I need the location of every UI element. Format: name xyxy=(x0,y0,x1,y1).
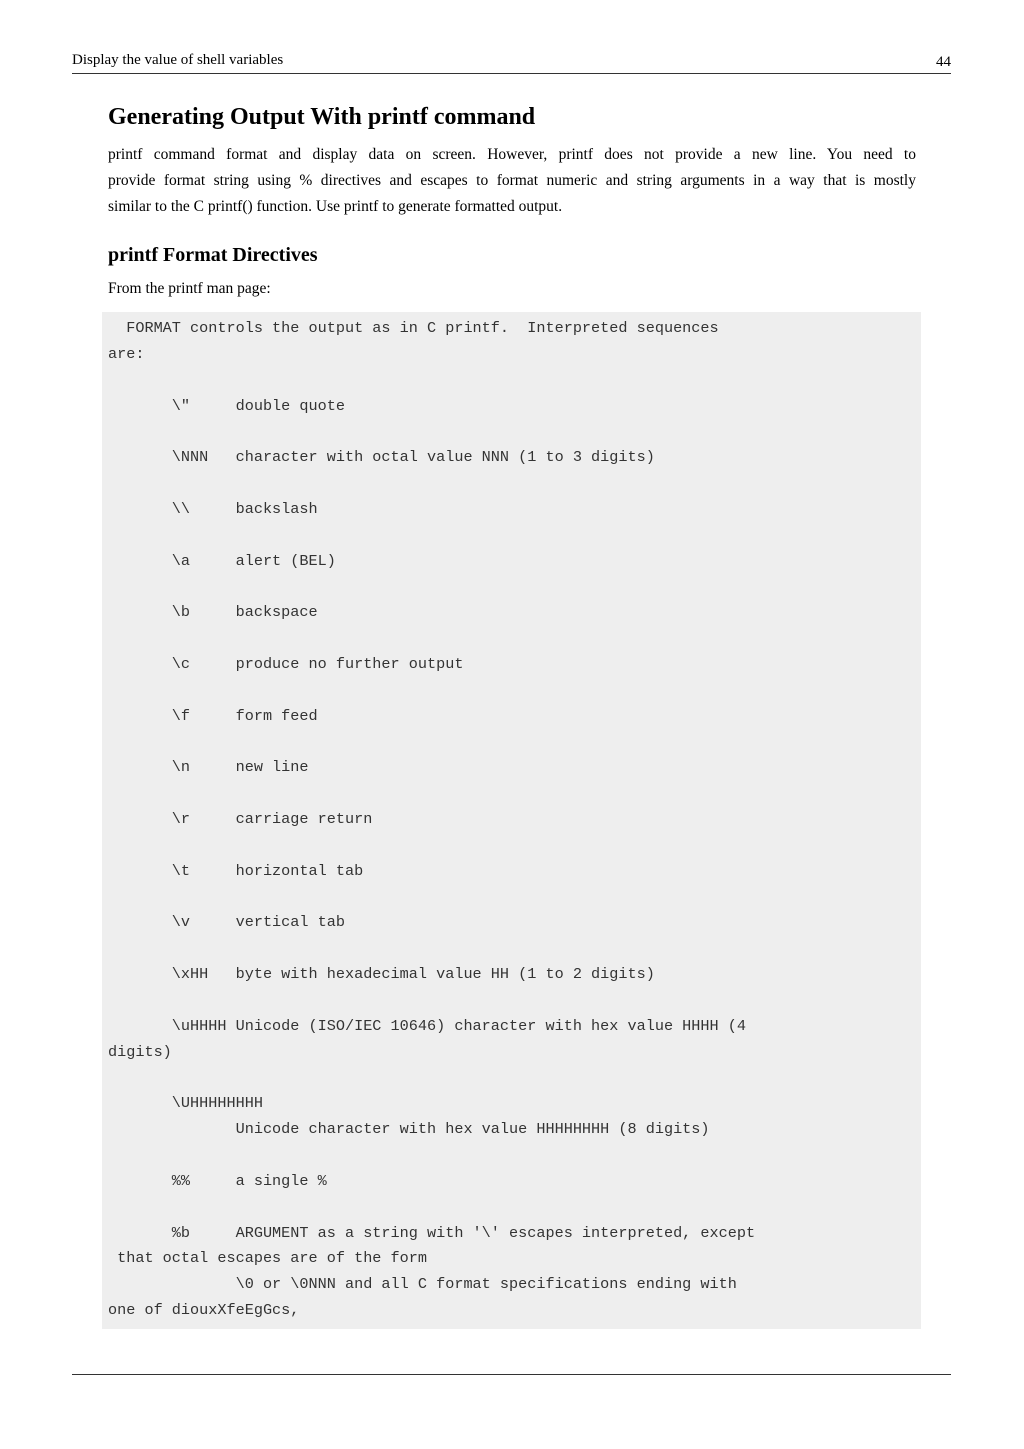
page-header xyxy=(72,52,951,74)
code-block xyxy=(102,312,921,1329)
lead-text: From the printf man page: xyxy=(108,280,271,297)
section-heading: Generating Output With printf command xyxy=(108,104,536,130)
code-text: FORMAT controls the output as in C printf. Interpreted sequences are: \" double quote \NNN character with octal value NNN (1 to 3 digits) \\ backslash \a alert (BEL) \b backspace \c produce no further output \f form feed \n new line \r carriage return \t horizontal tab \v vertical tab \xHH byte with hexadecimal value HH (1 to 2 digits) \uHHHH Unicode (ISO/IEC 10646) character with hex value HHHH (4 digits) \UHHHHHHHH Unicode character with hex value HHHHHHHH (8 digits) %% a single % %b ARGUMENT as a string with '\' escapes interpreted, except that octal escapes are of the form \0 or \0NNN and all C format specifications ending with one of diouxXfeEgGcs, xyxy=(108,319,756,1320)
footer-rule xyxy=(72,1374,951,1375)
subsection-heading: printf Format Directives xyxy=(108,244,318,266)
intro-line-1: printf command format and display data on screen. However, printf does not provide a new line. You need to xyxy=(108,146,916,163)
intro-paragraph xyxy=(108,142,916,220)
intro-line-3: similar to the C printf() function. Use printf to generate formatted output. xyxy=(108,198,563,215)
running-title: Display the value of shell variables xyxy=(72,52,284,68)
intro-line-2: provide format string using % directives and escapes to format numeric and string arguments in a way that is mostly xyxy=(108,172,916,189)
page-number: 44 xyxy=(936,54,951,70)
